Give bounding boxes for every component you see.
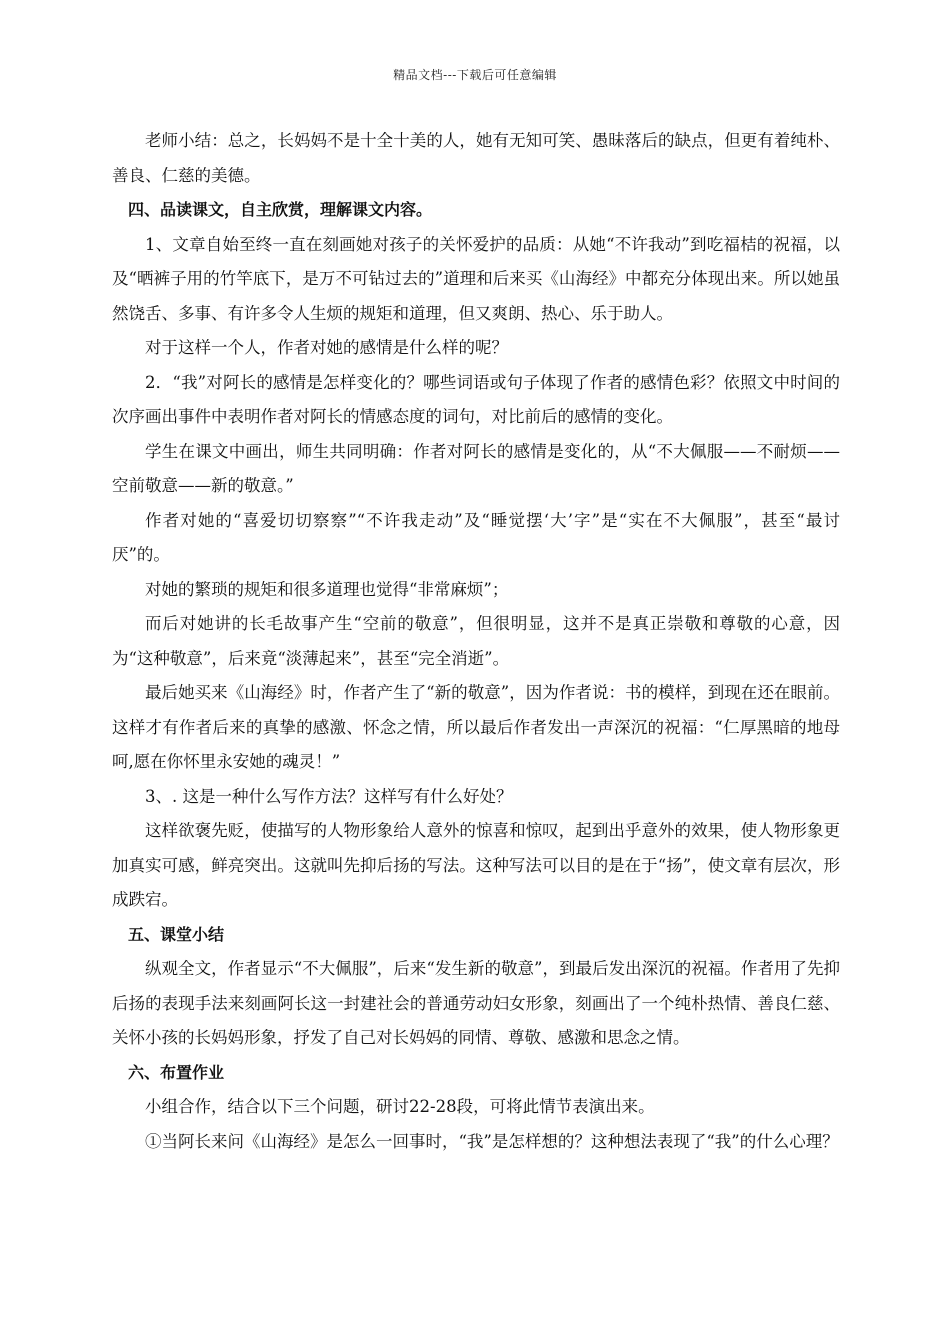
body-paragraph: 1、文章自始至终一直在刻画她对孩子的关怀爱护的品质：从她“不许我动”到吃福桔的祝福，以及“晒裤子用的竹竿底下，是万不可钻过去的”道理和后来买《山海经》中都充分体现出来。所以她虽然饶舌、多事、有许多令人生烦的规矩和道理，但又爽朗、热心、乐于助人。 [112,234,840,323]
body-paragraph: 最后她买来《山海经》时，作者产生了“新的敬意”，因为作者说：书的模样，到现在还在眼前。这样才有作者后来的真挚的感激、怀念之情，所以最后作者发出一声深沉的祝福：“仁厚黑暗的地母呵,愿在你怀里永安她的魂灵！” [112,683,840,771]
page-header: 精品文档---下载后可任意编辑 [393,68,557,82]
section-heading-6: 六、布置作业 [128,1062,225,1082]
body-paragraph: 作者对她的“喜爱切切察察”“不许我走动”及“睡觉摆‘大’字”是“实在不大佩服”，甚至“最讨厌”的。 [112,510,840,564]
section-heading-5: 五、课堂小结 [128,924,225,944]
body-paragraph: 学生在课文中画出，师生共同明确：作者对阿长的感情是变化的，从“不大佩服——不耐烦——空前敬意——新的敬意。” [112,441,840,495]
teacher-summary-paragraph: 老师小结：总之，长妈妈不是十全十美的人，她有无知可笑、愚昧落后的缺点，但更有着纯朴、善良、仁慈的美德。 [112,131,840,185]
body-paragraph: 对她的繁琐的规矩和很多道理也觉得“非常麻烦”； [145,579,509,599]
document-body [112,124,840,1159]
body-paragraph: 而后对她讲的长毛故事产生“空前的敬意”，但很明显，这并不是真正崇敬和尊敬的心意，因为“这种敬意”，后来竟“淡薄起来”，甚至“完全消逝”。 [112,614,840,668]
body-paragraph: 纵观全文，作者显示“不大佩服”，后来“发生新的敬意”，到最后发出深沉的祝福。作者用了先抑后扬的表现手法来刻画阿长这一封建社会的普通劳动妇女形象，刻画出了一个纯朴热情、善良仁慈、关怀小孩的长妈妈形象，抒发了自己对长妈妈的同情、尊敬、感激和思念之情。 [112,959,840,1047]
body-paragraph: 对于这样一个人，作者对她的感情是什么样的呢？ [145,338,508,357]
question-paragraph: 3、. 这是一种什么写作方法？这样写有什么好处？ [145,786,513,806]
body-paragraph: 这样欲褒先贬，使描写的人物形象给人意外的惊喜和惊叹，起到出乎意外的效果，使人物形象更加真实可感，鲜亮突出。这就叫先抑后扬的写法。这种写法可以目的是在于“扬”，使文章有层次，形成跌宕。 [112,821,840,909]
body-paragraph: 2．“我”对阿长的感情是怎样变化的？哪些词语或句子体现了作者的感情色彩？依照文中时间的次序画出事件中表明作者对阿长的情感态度的词句，对比前后的感情的变化。 [112,372,840,426]
body-paragraph: 小组合作，结合以下三个问题，研讨22-28段，可将此情节表演出来。 [145,1097,655,1116]
question-paragraph: ①当阿长来问《山海经》是怎么一回事时，“我”是怎样想的？这种想法表现了“我”的什么心理？ [145,1131,839,1151]
section-heading-4: 四、品读课文，自主欣赏，理解课文内容。 [128,200,433,219]
